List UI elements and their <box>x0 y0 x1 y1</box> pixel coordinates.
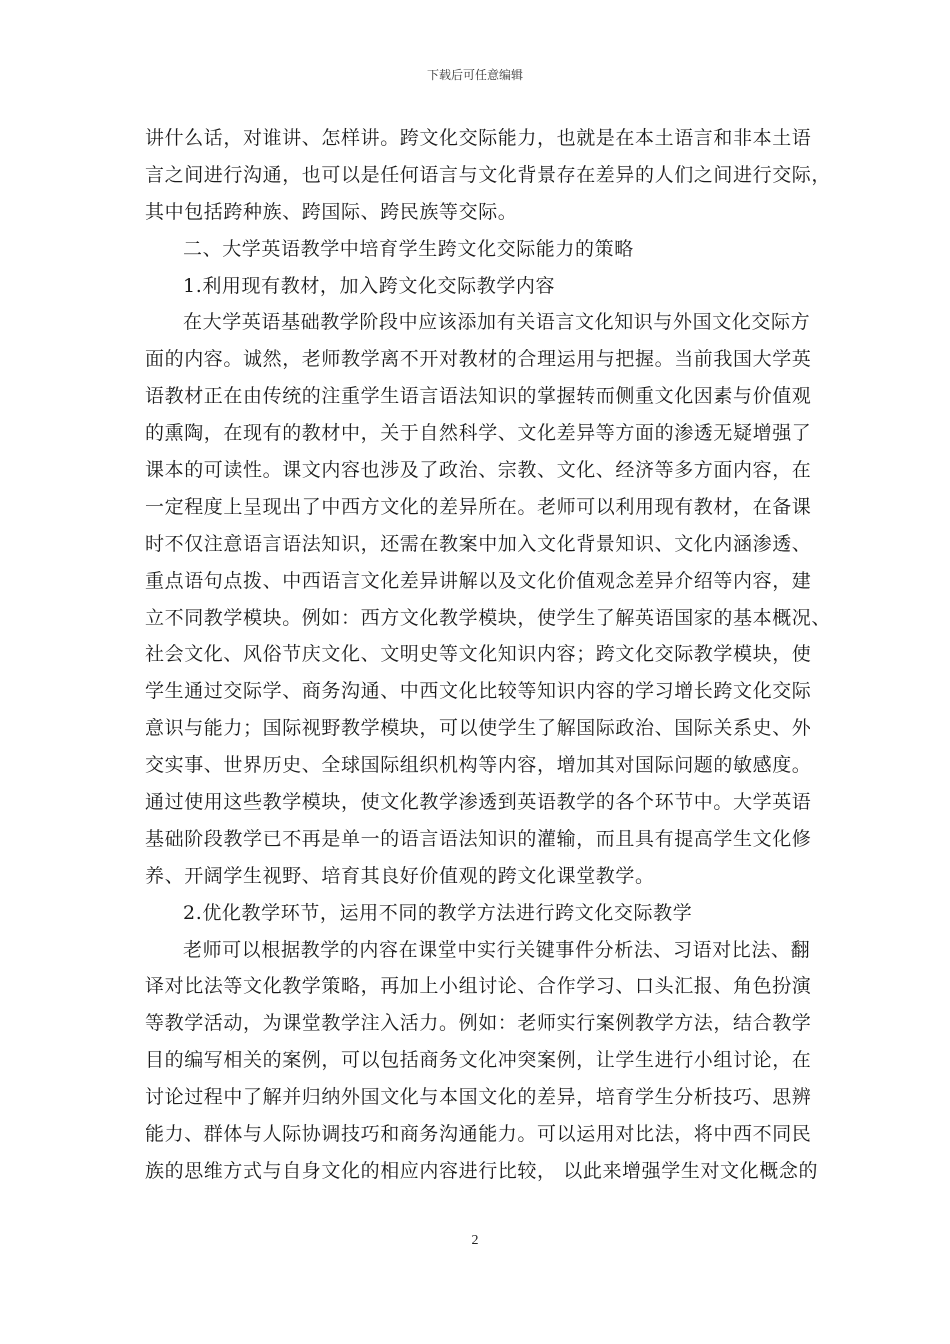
text-line: 的熏陶，在现有的教材中，关于自然科学、文化差异等方面的渗透无疑增强了 <box>145 422 812 445</box>
text-line: 二、大学英语教学中培育学生跨文化交际能力的策略 <box>183 237 634 260</box>
text-line: 语教材正在由传统的注重学生语言语法知识的掌握转而侧重文化因素与价值观 <box>145 385 812 408</box>
document-body <box>145 120 832 1190</box>
text-line: 1.利用现有教材，加入跨文化交际教学内容 <box>183 274 556 297</box>
text-line: 养、开阔学生视野、培育其良好价值观的跨文化课堂教学。 <box>145 864 655 887</box>
text-line: 时不仅注意语言语法知识，还需在教案中加入文化背景知识、文化内涵渗透、 <box>145 532 812 555</box>
text-line: 课本的可读性。课文内容也涉及了政治、宗教、文化、经济等多方面内容，在 <box>145 459 812 482</box>
text-line: 面的内容。诚然，老师教学离不开对教材的合理运用与把握。当前我国大学英 <box>145 348 812 371</box>
text-line: 能力、群体与人际协调技巧和商务沟通能力。可以运用对比法，将中西不同民 <box>145 1123 812 1146</box>
text-line: 族的思维方式与自身文化的相应内容进行比较， 以此来增强学生对文化概念的 <box>145 1159 819 1182</box>
text-line: 基础阶段教学已不再是单一的语言语法知识的灌输，而且具有提高学生文化修 <box>145 827 812 850</box>
text-line: 讨论过程中了解并归纳外国文化与本国文化的差异，培育学生分析技巧、思辨 <box>145 1086 812 1109</box>
text-line: 社会文化、风俗节庆文化、文明史等文化知识内容；跨文化交际教学模块，使 <box>145 643 812 666</box>
text-line: 老师可以根据教学的内容在课堂中实行关键事件分析法、习语对比法、翻 <box>183 938 811 961</box>
text-line: 重点语句点拨、中西语言文化差异讲解以及文化价值观念差异介绍等内容，建 <box>145 569 812 592</box>
text-line: 等教学活动，为课堂教学注入活力。例如：老师实行案例教学方法，结合教学 <box>145 1012 812 1035</box>
page-number: 2 <box>471 1233 479 1248</box>
text-line: 意识与能力；国际视野教学模块，可以使学生了解国际政治、国际关系史、外 <box>145 717 812 740</box>
text-line: 一定程度上呈现出了中西方文化的差异所在。老师可以利用现有教材，在备课 <box>145 495 812 518</box>
text-line: 译对比法等文化教学策略，再加上小组讨论、合作学习、口头汇报、角色扮演 <box>145 975 812 998</box>
text-line: 在大学英语基础教学阶段中应该添加有关语言文化知识与外国文化交际方 <box>183 311 811 334</box>
text-line: 其中包括跨种族、跨国际、跨民族等交际。 <box>145 200 518 223</box>
text-line: 通过使用这些教学模块，使文化教学渗透到英语教学的各个环节中。大学英语 <box>145 791 812 814</box>
page-header: 下载后可任意编辑 <box>426 68 523 82</box>
text-line: 讲什么话，对谁讲、怎样讲。跨文化交际能力，也就是在本土语言和非本土语 <box>145 127 812 149</box>
text-line: 2.优化教学环节，运用不同的教学方法进行跨文化交际教学 <box>183 901 693 924</box>
text-line: 言之间进行沟通，也可以是任何语言与文化背景存在差异的人们之间进行交际， <box>145 163 832 186</box>
text-line: 立不同教学模块。例如：西方文化教学模块，使学生了解英语国家的基本概况、 <box>145 606 832 629</box>
text-line: 交实事、世界历史、全球国际组织机构等内容，增加其对国际问题的敏感度。 <box>145 754 812 777</box>
text-line: 学生通过交际学、商务沟通、中西文化比较等知识内容的学习增长跨文化交际 <box>145 680 812 703</box>
text-line: 目的编写相关的案例，可以包括商务文化冲突案例，让学生进行小组讨论，在 <box>145 1049 812 1072</box>
